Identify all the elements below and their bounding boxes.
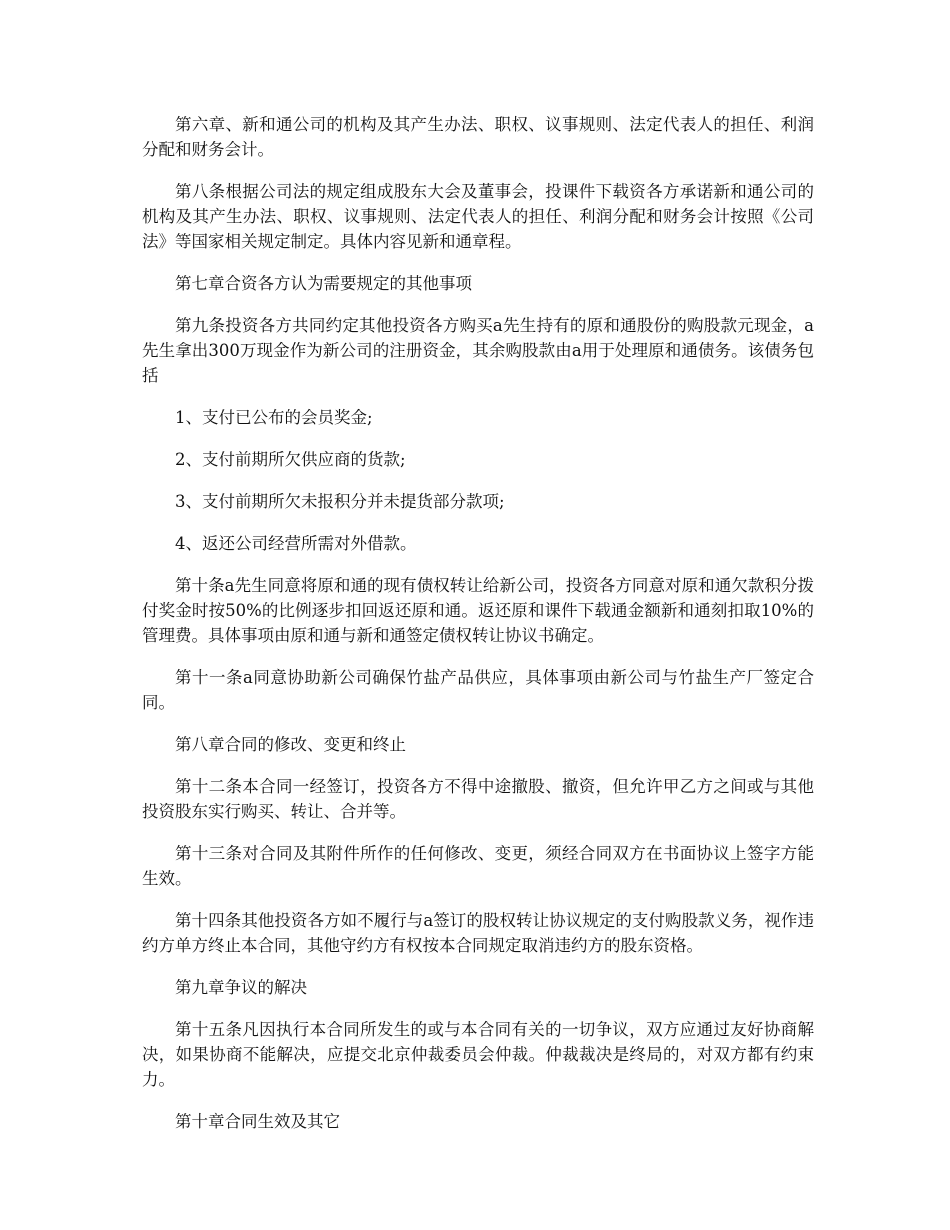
paragraph-article-11: 第十一条a同意协助新公司确保竹盐产品供应，具体事项由新公司与竹盐生产厂签定合同。 bbox=[142, 668, 814, 712]
document-body bbox=[142, 112, 814, 1151]
paragraph-article-15: 第十五条凡因执行本合同所发生的或与本合同有关的一切争议，双方应通过友好协商解决，如果协商不能解决，应提交北京仲裁委员会仲裁。仲裁裁决是终局的，对双方都有约束力。 bbox=[142, 1020, 814, 1089]
paragraph-article-13: 第十三条对合同及其附件所作的任何修改、变更，须经合同双方在书面协议上签字方能生效。 bbox=[142, 844, 814, 888]
paragraph-article-14: 第十四条其他投资各方如不履行与a签订的股权转让协议规定的支付购股款义务，视作违约方单方终止本合同，其他守约方有权按本合同规定取消违约方的股东资格。 bbox=[142, 911, 814, 955]
paragraph-article-8: 第八条根据公司法的规定组成股东大会及董事会，投课件下载资各方承诺新和通公司的机构及其产生办法、职权、议事规则、法定代表人的担任、利润分配和财务会计按照《公司法》等国家相关规定制定。具体内容见新和通章程。 bbox=[142, 182, 814, 251]
paragraph-list-item-4: 4、返还公司经营所需对外借款。 bbox=[175, 534, 417, 553]
paragraph-chapter-10: 第十章合同生效及其它 bbox=[175, 1112, 340, 1131]
paragraph-chapter-6: 第六章、新和通公司的机构及其产生办法、职权、议事规则、法定代表人的担任、利润分配和财务会计。 bbox=[142, 115, 814, 159]
paragraph-chapter-9: 第九章争议的解决 bbox=[175, 978, 307, 997]
paragraph-chapter-7: 第七章合资各方认为需要规定的其他事项 bbox=[175, 274, 472, 293]
paragraph-list-item-1: 1、支付已公布的会员奖金; bbox=[175, 408, 373, 427]
paragraph-chapter-8: 第八章合同的修改、变更和终止 bbox=[175, 735, 406, 754]
paragraph-list-item-2: 2、支付前期所欠供应商的货款; bbox=[175, 450, 406, 469]
paragraph-article-10: 第十条a先生同意将原和通的现有债权转让给新公司，投资各方同意对原和通欠款积分拨付奖金时按50%的比例逐步扣回返还原和通。返还原和课件下载通金额新和通刻扣取10%的管理费。具体事项由原和通与新和通签定债权转让协议书确定。 bbox=[142, 576, 814, 645]
paragraph-list-item-3: 3、支付前期所欠未报积分并未提货部分款项; bbox=[175, 492, 505, 511]
paragraph-article-9: 第九条投资各方共同约定其他投资各方购买a先生持有的原和通股份的购股款元现金，a先生拿出300万现金作为新公司的注册资金，其余购股款由a用于处理原和通债务。该债务包括 bbox=[142, 316, 814, 385]
paragraph-article-12: 第十二条本合同一经签订，投资各方不得中途撤股、撤资，但允许甲乙方之间或与其他投资股东实行购买、转让、合并等。 bbox=[142, 777, 814, 821]
